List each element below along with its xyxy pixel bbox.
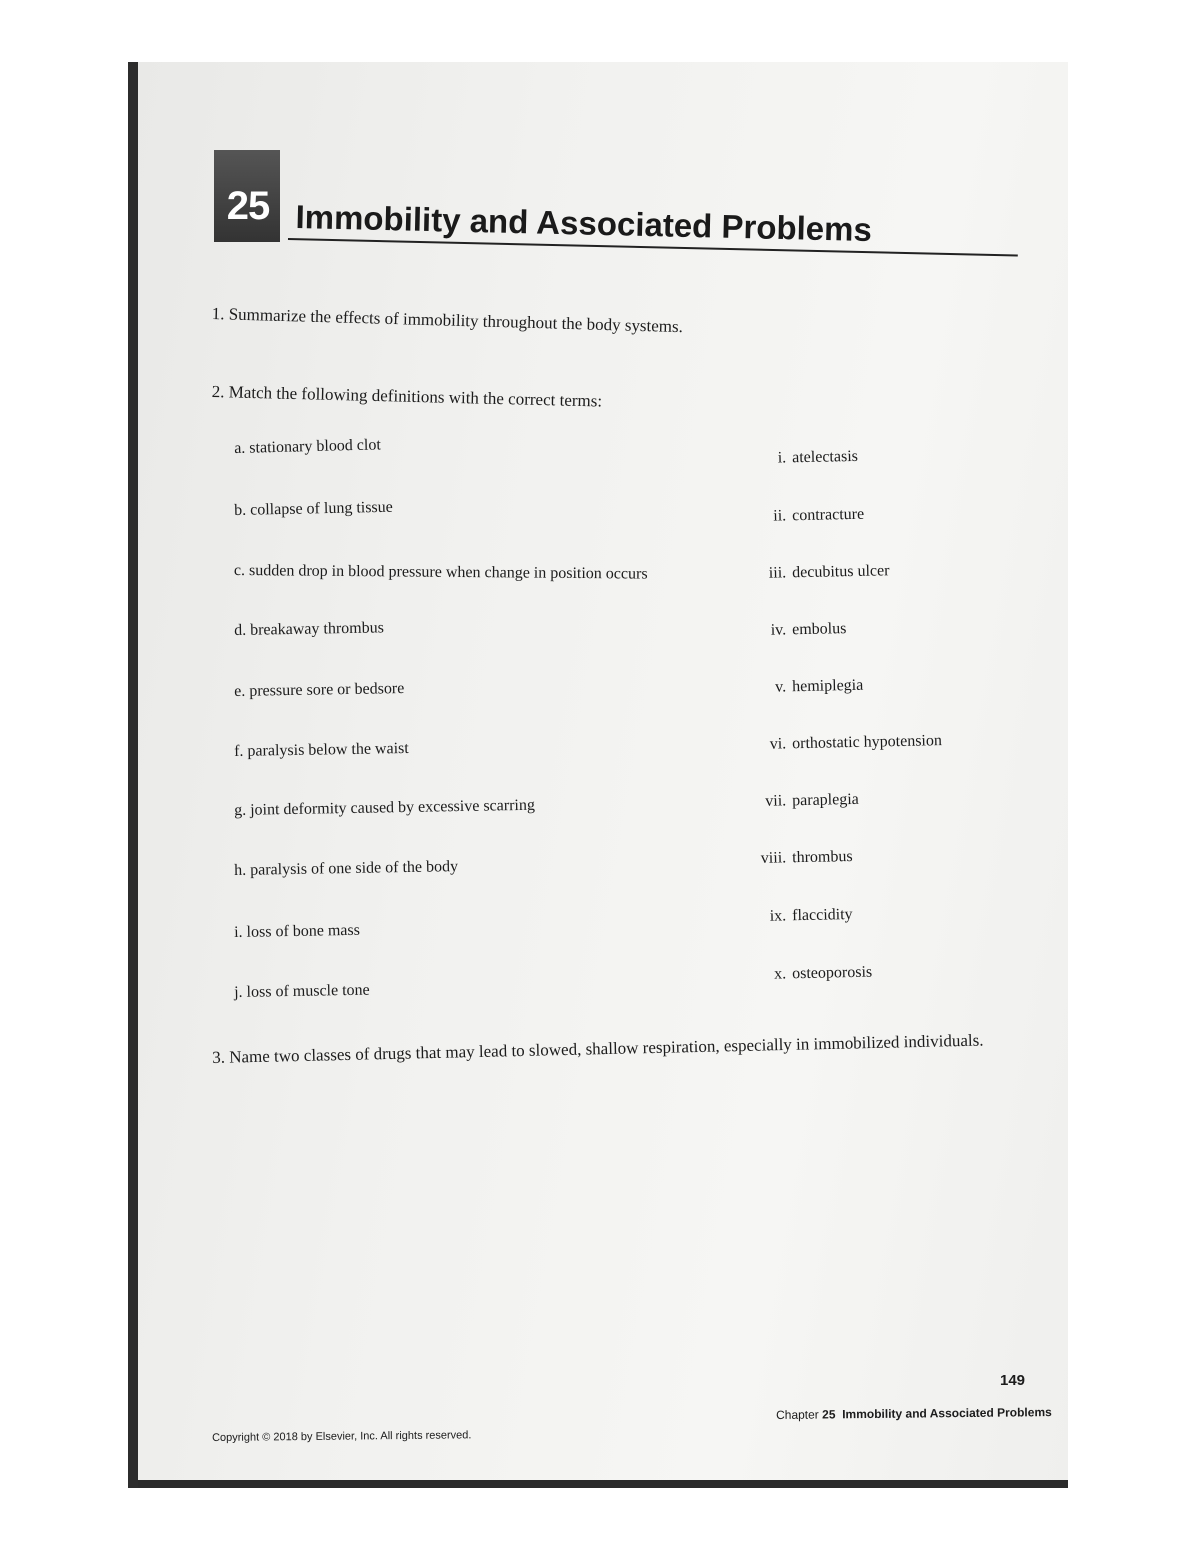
question-text: Summarize the effects of immobility throughout the body systems. xyxy=(228,304,684,337)
chapter-title: Immobility and Associated Problems xyxy=(295,198,873,249)
definition-a: a. stationary blood clot xyxy=(234,436,382,457)
question-1 xyxy=(211,304,683,337)
term-iv: iv. embolus xyxy=(770,620,847,639)
term-viii: viii. thrombus xyxy=(760,847,853,867)
question-3 xyxy=(212,1030,984,1067)
definition-e: e. pressure sore or bedsore xyxy=(234,680,405,700)
running-footer: Chapter 25 Immobility and Associated Problems xyxy=(776,1405,1052,1422)
definition-i: i. loss of bone mass xyxy=(234,921,361,941)
question-2 xyxy=(212,382,603,412)
worksheet-page xyxy=(128,62,1068,1488)
term-x: x. osteoporosis xyxy=(773,963,873,983)
definition-h: h. paralysis of one side of the body xyxy=(234,858,459,879)
question-number: 1. xyxy=(211,304,225,324)
definition-b: b. collapse of lung tissue xyxy=(234,498,393,519)
question-number: 2. xyxy=(211,382,225,402)
definition-d: d. breakaway thrombus xyxy=(234,619,385,639)
definition-f: f. paralysis below the waist xyxy=(234,739,409,760)
term-vii: vii. paraplegia xyxy=(765,790,859,810)
term-vi: vi. orthostatic hypotension xyxy=(769,732,943,753)
term-i: i. atelectasis xyxy=(777,447,859,467)
term-iii: iii. decubitus ulcer xyxy=(768,562,890,582)
copyright-notice: Copyright © 2018 by Elsevier, Inc. All rights reserved. xyxy=(212,1429,472,1444)
page-number: 149 xyxy=(1000,1372,1026,1389)
question-number: 3. xyxy=(212,1047,226,1067)
term-ix: ix. flaccidity xyxy=(769,905,853,925)
question-text: Match the following definitions with the correct terms: xyxy=(228,382,603,411)
question-text: Name two classes of drugs that may lead to slowed, shallow respiration, especially in immobilized individuals. xyxy=(228,1030,984,1067)
definition-g: g. joint deformity caused by excessive scarring xyxy=(234,796,536,819)
chapter-number: 25 xyxy=(226,184,270,228)
definition-j: j. loss of muscle tone xyxy=(234,981,370,1001)
term-v: v. hemiplegia xyxy=(775,676,864,696)
term-ii: ii. contracture xyxy=(773,505,865,525)
definition-c: c. sudden drop in blood pressure when change in position occurs xyxy=(233,562,648,583)
